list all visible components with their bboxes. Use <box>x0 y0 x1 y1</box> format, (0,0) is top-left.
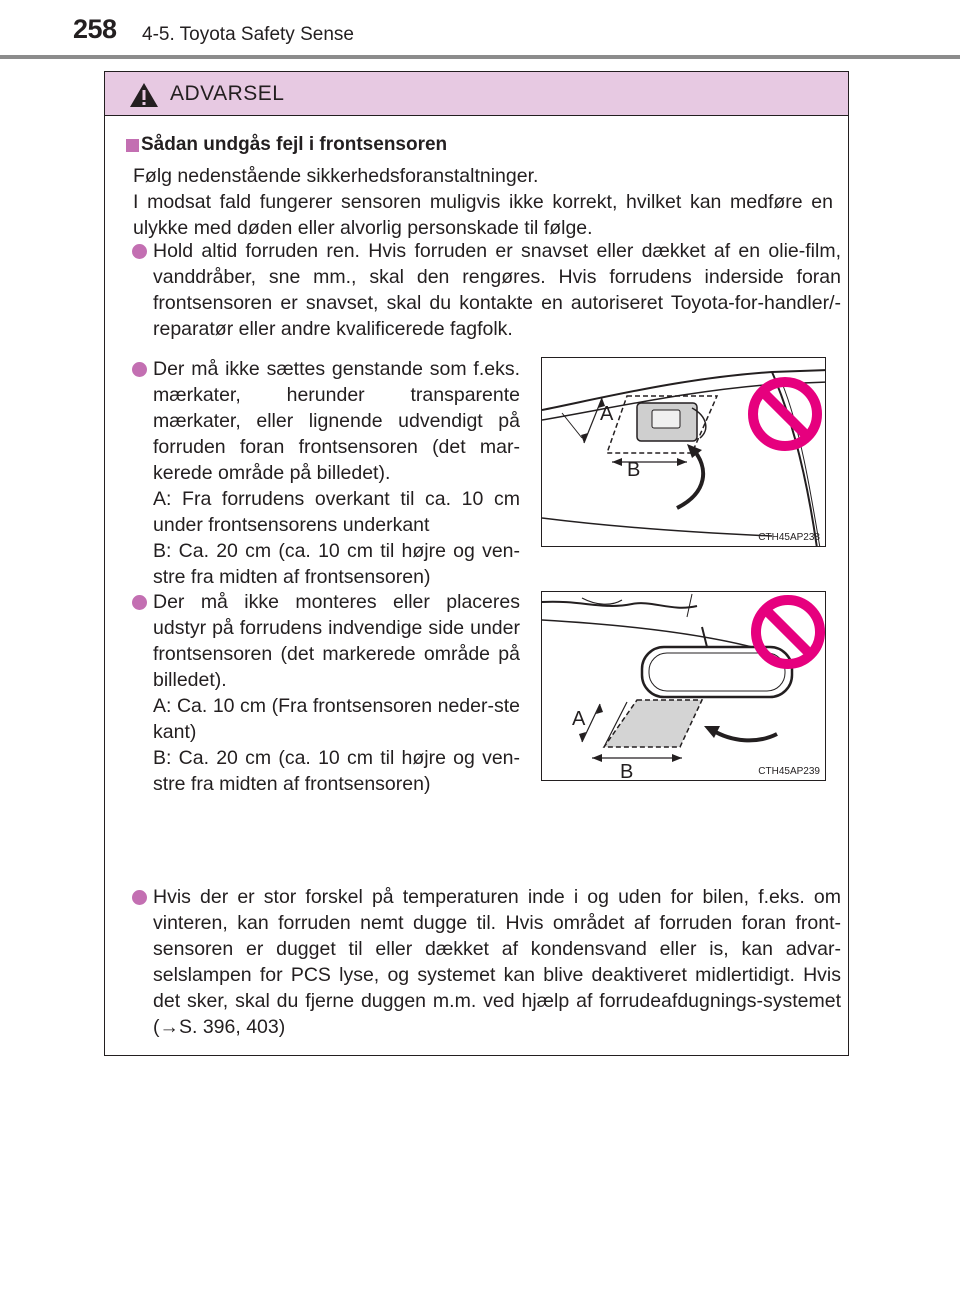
warning-item-3: Der må ikke monteres eller placeres udstyr på forrudens indvendige side under frontsensoren (det markerede område på billedet). A: Ca. 10 cm (Fra frontsensoren neder-ste kant) B: Ca. 20 cm (ca. 10 cm til højre og ven-stre fra midten af frontsensoren) <box>153 591 520 795</box>
header-divider <box>0 55 960 59</box>
heading-square-bullet <box>126 139 139 152</box>
warning-label: ADVARSEL <box>170 82 285 105</box>
warning-intro: Følg nedenstående sikkerhedsforanstaltninger. I modsat fald fungerer sensoren muligvis ikke korrekt, hvilket kan medføre en ulykke med døden eller alvorlig personskade til følge. <box>133 165 833 239</box>
windshield-exterior-illustration <box>542 358 826 547</box>
warning-title-bar <box>105 72 848 116</box>
figure-code: CTH45AP238 <box>758 532 820 543</box>
warning-item-1: Hold altid forruden ren. Hvis forruden er snavset eller dækket af en olie-film, vanddråber, sne mm., skal den rengøres. Hvis forrudens inderside foran frontsensoren er snavset, skal du kontakte en autoriseret Toyota-for-handler/-reparatør eller andre kvalificerede fagfolk. <box>153 240 841 340</box>
warning-item-2: Der må ikke sættes genstande som f.eks. mærkater, herunder transparente mærkater, eller lignende udvendigt på forruden foran frontsensoren (det mar-kerede område på billedet). A: Fra forrudens overkant til ca. 10 cm under frontsensorens underkant B: Ca. 20 cm (ca. 10 cm til højre og ven-stre fra midten af frontsensoren) <box>153 358 520 588</box>
warning-box <box>104 71 849 1056</box>
warning-triangle-icon <box>129 82 159 108</box>
figure-label-a: A <box>600 403 614 425</box>
bullet-dot <box>132 890 147 905</box>
windshield-interior-illustration <box>542 592 826 781</box>
warning-item-4: Hvis der er stor forskel på temperaturen inde i og uden for bilen, f.eks. om vinteren, kan forruden nemt dugge til. Hvis området af forruden foran front-sensoren er dugget til eller dækket af kondensvand eller is, kan advar-selslampen for PCS lyse, og systemet kan blive deaktiveret midlertidigt. Hvis det sker, skal du fjerne duggen m.m. ved hjælp af forrudeafdugnings-systemet (→S. 396, 403) <box>153 886 841 1038</box>
figure-label-b: B <box>627 459 641 481</box>
section-title: 4-5. Toyota Safety Sense <box>142 24 354 45</box>
bullet-dot <box>132 595 147 610</box>
figure-label-a: A <box>572 708 586 730</box>
figure-code: CTH45AP239 <box>758 766 820 777</box>
figure-interior-windshield <box>541 591 826 781</box>
page-number: 258 <box>73 14 117 44</box>
figure-label-b: B <box>620 761 634 781</box>
figure-exterior-windshield <box>541 357 826 547</box>
page-header <box>0 0 960 60</box>
bullet-dot <box>132 362 147 377</box>
bullet-dot <box>132 244 147 259</box>
warning-heading: Sådan undgås fejl i frontsensoren <box>141 134 448 155</box>
